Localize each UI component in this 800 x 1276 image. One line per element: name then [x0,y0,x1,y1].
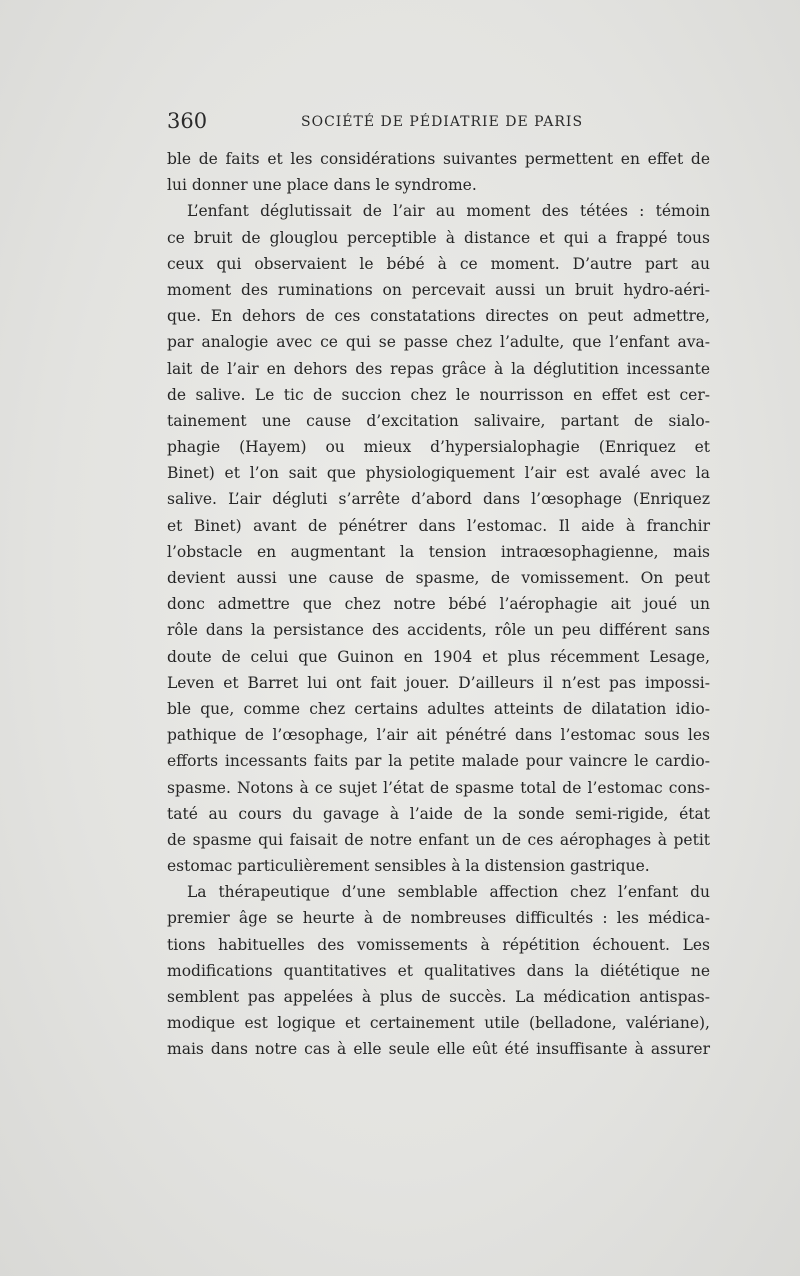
text-line: tainement une cause d’excitation salivaire, partant de sialo- [167,411,710,430]
text-line: moment des ruminations on percevait aussi un bruit hydro-aéri- [167,280,710,299]
page-header [167,108,710,138]
text-line: lui donner une place dans le syndrome. [167,176,477,195]
text-line: phagie (Hayem) ou mieux d’hypersialophagie (Enriquez et [167,438,710,457]
text-line: doute de celui que Guinon en 1904 et plus récemment Lesage, [167,647,710,666]
text-line: Binet) et l’on sait que physiologiquement l’air est avalé avec la [167,464,710,483]
page-number: 360 [167,109,208,133]
text-line: salive. L’air dégluti s’arrête d’abord dans l’œsophage (Enriquez [167,490,710,509]
text-line: ble que, comme chez certains adultes atteints de dilatation idio- [167,699,710,718]
text-line: semblent pas appelées à plus de succès. La médication antispas- [167,988,710,1006]
body-text [167,146,710,1063]
running-title: SOCIÉTÉ DE PÉDIATRIE DE PARIS [301,114,584,130]
text-line: devient aussi une cause de spasme, de vomissement. On peut [167,569,710,587]
text-line: rôle dans la persistance des accidents, rôle un peu différent sans [167,621,710,640]
text-line: de salive. Le tic de succion chez le nourrisson en effet est cer- [167,385,710,404]
text-line: par analogie avec ce qui se passe chez l’adulte, que l’enfant ava- [167,333,710,352]
text-line: de spasme qui faisait de notre enfant un de ces aérophages à petit [167,830,710,849]
text-line: taté au cours du gavage à l’aide de la sonde semi-rigide, état [167,804,710,823]
text-line: que. En dehors de ces constatations directes on peut admettre, [167,307,710,326]
text-line: et Binet) avant de pénétrer dans l’estomac. Il aide à franchir [167,516,710,535]
text-line: Leven et Barret lui ont fait jouer. D’ailleurs il n’est pas impossi- [167,673,710,692]
text-line: estomac particulièrement sensibles à la distension gastrique. [167,857,650,876]
text-line: La thérapeutique d’une semblable affection chez l’enfant du [187,883,710,902]
text-line: pathique de l’œsophage, l’air ait pénétré dans l’estomac sous les [167,726,710,745]
text-line: ce bruit de glouglou perceptible à distance et qui a frappé tous [167,228,710,247]
text-line: donc admettre que chez notre bébé l’aérophagie ait joué un [167,595,710,614]
text-line: L’enfant déglutissait de l’air au moment des tétées : témoin [187,202,710,221]
text-line: ceux qui observaient le bébé à ce moment. D’autre part au [167,254,710,273]
text-line: modifications quantitatives et qualitatives dans la diététique ne [167,961,710,980]
text-line: l’obstacle en augmentant la tension intraœsophagienne, mais [167,542,710,561]
text-line: premier âge se heurte à de nombreuses difficultés : les médica- [167,909,710,928]
text-line: tions habituelles des vomissements à répétition échouent. Les [167,935,710,954]
text-line: efforts incessants faits par la petite malade pour vaincre le cardio- [167,752,710,771]
text-line: lait de l’air en dehors des repas grâce à la déglutition incessante [167,359,710,378]
text-line: mais dans notre cas à elle seule elle eût été insuffisante à assurer [167,1040,710,1059]
text-line: ble de faits et les considérations suivantes permettent en effet de [167,150,710,168]
text-line: spasme. Notons à ce sujet l’état de spasme total de l’estomac cons- [167,778,710,797]
text-line: modique est logique et certainement utile (belladone, valériane), [167,1014,710,1033]
